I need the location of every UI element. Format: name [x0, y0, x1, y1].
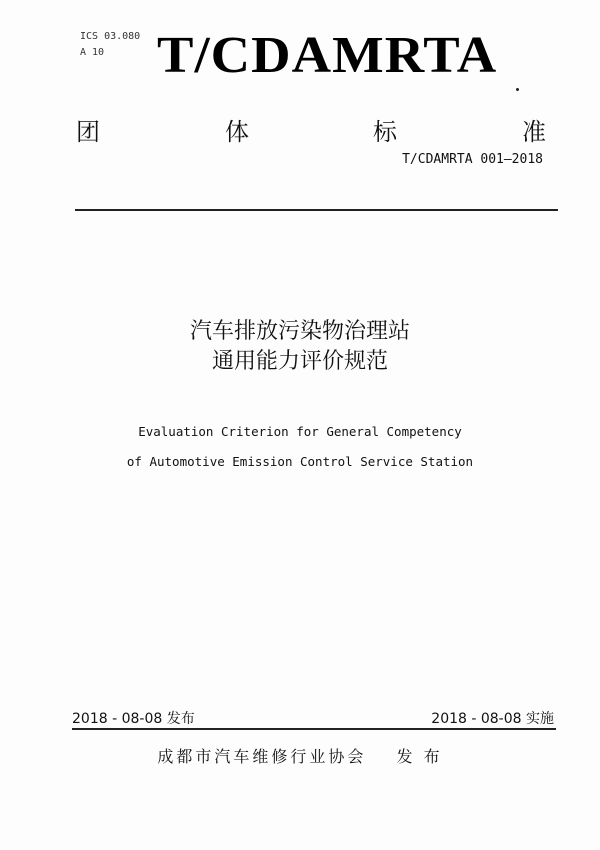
- publisher-name: 成都市汽车维修行业协会: [157, 747, 367, 766]
- ics-code: ICS 03.080: [80, 31, 141, 42]
- standard-type-char: 准: [522, 118, 546, 146]
- category-code: A 10: [80, 47, 105, 58]
- publisher-line: [0, 744, 600, 767]
- publish-label: 发 布: [396, 747, 443, 766]
- standard-type-char: 团: [76, 118, 100, 146]
- standard-code: T/CDAMRTA 001—2018: [402, 152, 543, 167]
- title-en-line1: Evaluation Criterion for General Competency: [138, 424, 462, 439]
- title-cn-line1: 汽车排放污染物治理站: [189, 319, 410, 344]
- standard-type-char: 标: [373, 118, 397, 146]
- implement-date: 2018 - 08-08 实施: [431, 711, 554, 727]
- standard-type-char: 体: [225, 118, 249, 146]
- issue-date: 2018 - 08-08 发布: [72, 711, 195, 727]
- title-cn-line2: 通用能力评价规范: [211, 349, 388, 374]
- title-en-line2: of Automotive Emission Control Service Station: [126, 454, 474, 469]
- dot-mark: [516, 88, 519, 91]
- footer-divider: [72, 728, 556, 730]
- brand-logo-text: T/CDAMRTA: [157, 27, 498, 84]
- header-divider: [75, 209, 558, 211]
